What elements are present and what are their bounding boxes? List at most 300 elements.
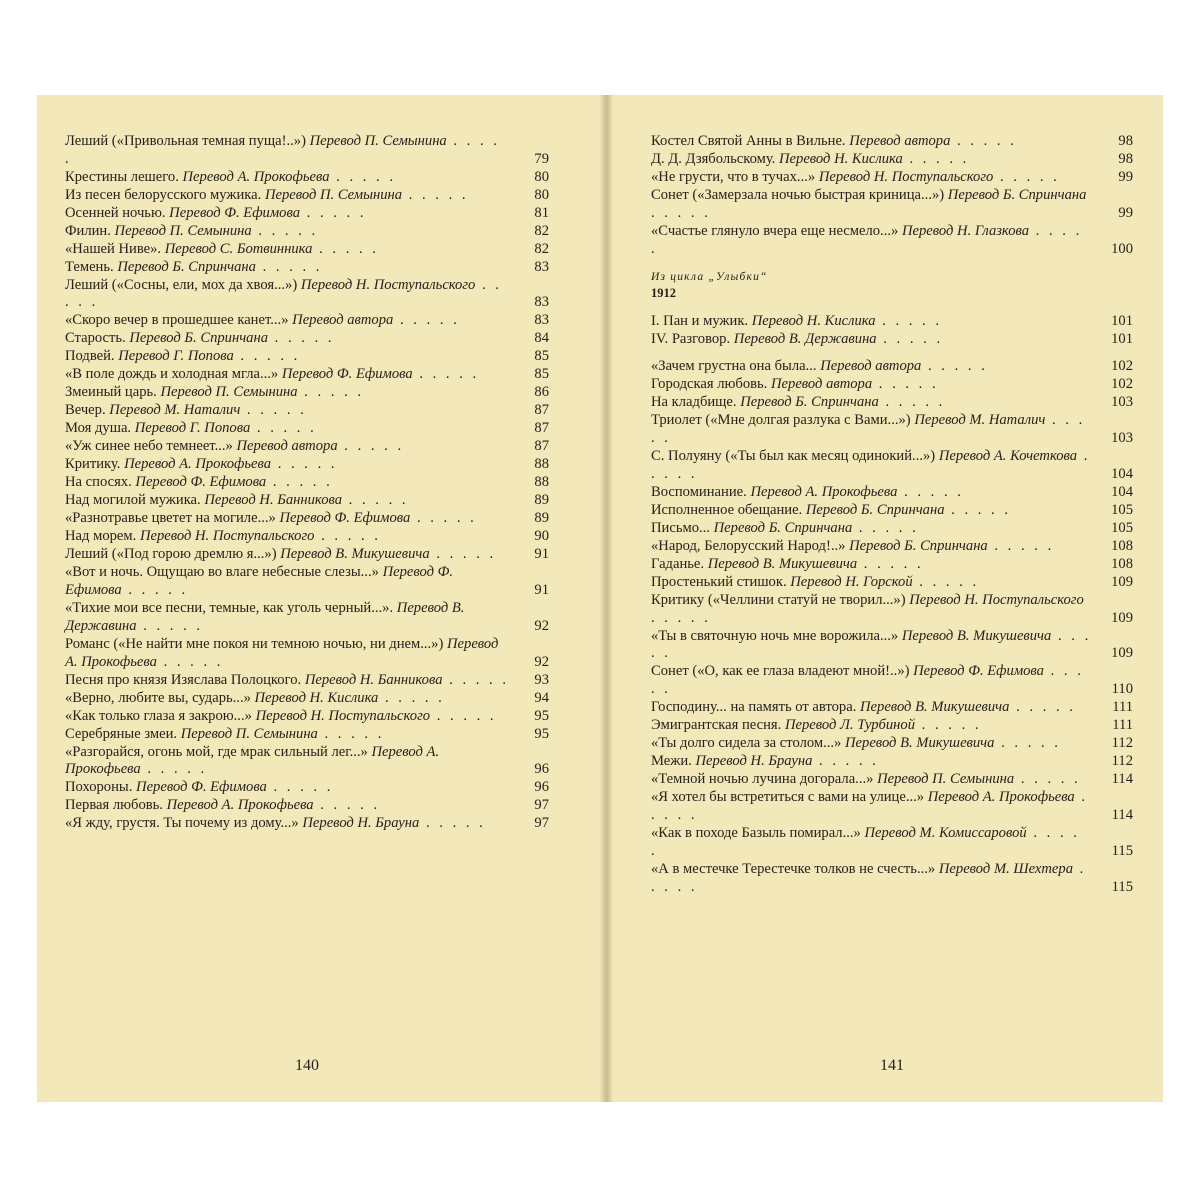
toc-entry bbox=[651, 825, 1133, 861]
toc-entry-title: Гаданье. bbox=[651, 555, 705, 572]
toc-entry-page: 87 bbox=[534, 438, 549, 455]
toc-entry-translator: Перевод В. Микушевича bbox=[845, 735, 995, 752]
toc-entry-translator: Перевод С. Ботвинника bbox=[164, 240, 313, 257]
toc-entry-translator: Перевод П. Семынина bbox=[114, 222, 252, 239]
toc-entry bbox=[651, 223, 1133, 259]
toc-entry-translator: Перевод М. Комиссаровой bbox=[864, 824, 1027, 841]
dot-leader: . . . . . bbox=[342, 492, 409, 509]
toc-entry bbox=[651, 394, 1133, 412]
dot-leader: . . . . . bbox=[329, 168, 396, 185]
dot-leader: . . . . . bbox=[271, 456, 338, 473]
toc-entry-translator: Перевод Г. Попова bbox=[118, 348, 234, 365]
toc-entry bbox=[651, 592, 1133, 628]
toc-entry bbox=[65, 546, 549, 564]
left-page bbox=[65, 133, 549, 1074]
toc-entry-text bbox=[65, 492, 515, 510]
dot-leader: . . . . . bbox=[268, 330, 335, 347]
toc-entry-translator: Перевод В. Микушевича bbox=[707, 555, 858, 572]
toc-entry-translator: Перевод автора bbox=[771, 376, 873, 393]
dot-leader: . . . . . bbox=[915, 717, 982, 734]
toc-entry-page: 79 bbox=[534, 150, 549, 167]
toc-entry-page: 87 bbox=[534, 420, 549, 437]
toc-entry-title: «Нашей Ниве». bbox=[65, 240, 162, 257]
toc-entry-text bbox=[651, 592, 1099, 628]
toc-entry-text bbox=[651, 861, 1099, 897]
toc-entry-text bbox=[651, 223, 1099, 259]
toc-entry-text bbox=[651, 735, 1099, 753]
toc-entry-page: 90 bbox=[534, 528, 549, 545]
toc-entry-title: «Разгорайся, огонь мой, где мрак сильный лег...» bbox=[65, 743, 368, 760]
toc-entry-text bbox=[65, 600, 515, 636]
toc-entry-text bbox=[65, 187, 515, 205]
toc-entry-translator: Перевод Н. Брауна bbox=[695, 753, 813, 770]
toc-entry-page: 110 bbox=[1111, 681, 1133, 698]
toc-entry-title: Воспоминание. bbox=[651, 484, 747, 500]
toc-entry bbox=[651, 484, 1133, 502]
toc-entry-translator: Перевод Н. Кислика bbox=[254, 689, 379, 706]
toc-entry-page: 91 bbox=[534, 582, 549, 599]
dot-leader: . . . . . bbox=[337, 438, 405, 455]
dot-leader: . . . . . bbox=[317, 725, 385, 742]
toc-entry-title: «В поле дождь и холодная мгла...» bbox=[65, 366, 279, 383]
toc-entry-title: Вечер. bbox=[65, 402, 106, 419]
toc-entry-title: Леший («Сосны, ели, мох да хвоя...») bbox=[65, 276, 298, 293]
dot-leader: . . . . . bbox=[297, 384, 365, 401]
toc-entry-page: 104 bbox=[1111, 484, 1133, 500]
dot-leader: . . . . . bbox=[136, 617, 204, 634]
toc-entry-translator: Перевод В. Державина bbox=[733, 330, 877, 347]
toc-entry bbox=[65, 402, 549, 420]
toc-entry-title: Костел Святой Анны в Вильне. bbox=[651, 133, 846, 149]
toc-entry bbox=[65, 726, 549, 744]
page-number-left: 140 bbox=[295, 1057, 319, 1074]
toc-entry-title: Леший («Привольная темная пуща!..») bbox=[65, 133, 306, 149]
toc-entry-text bbox=[651, 699, 1099, 717]
toc-entry bbox=[651, 376, 1133, 394]
toc-entry bbox=[65, 672, 549, 690]
dot-leader: . . . . . bbox=[430, 707, 497, 724]
toc-entry-translator: Перевод Л. Турбиной bbox=[784, 717, 916, 734]
toc-entry-title: Эмигрантская песня. bbox=[651, 717, 782, 734]
toc-entry-text bbox=[65, 636, 515, 672]
toc-entry-page: 84 bbox=[534, 330, 549, 347]
toc-entry bbox=[65, 438, 549, 456]
toc-entry-translator: Перевод Ф. Ефимова bbox=[913, 663, 1044, 680]
toc-entry-translator: Перевод М. Наталич bbox=[109, 402, 241, 419]
toc-entry-translator: Перевод Ф. Ефимова bbox=[65, 564, 454, 599]
toc-entry-page: 85 bbox=[534, 366, 549, 383]
toc-entry-translator: Перевод А. Кочеткова bbox=[938, 448, 1078, 465]
toc-entry-text bbox=[65, 672, 515, 690]
toc-entry-title: На кладбище. bbox=[651, 394, 737, 411]
right-page bbox=[651, 133, 1133, 1074]
toc-entry-translator: Перевод Б. Спринчана bbox=[849, 537, 988, 554]
toc-entry bbox=[651, 331, 1133, 349]
toc-entry-translator: Перевод Н. Банникова bbox=[304, 671, 443, 688]
dot-leader: . . . . . bbox=[651, 824, 1080, 859]
toc-entry-title: «Верно, любите вы, сударь...» bbox=[65, 689, 251, 706]
dot-leader: . . . . . bbox=[812, 753, 879, 770]
toc-entry-translator: Перевод А. Прокофьева bbox=[927, 789, 1075, 806]
dot-leader: . . . . . bbox=[987, 537, 1055, 554]
toc-entry-title: Моя душа. bbox=[65, 420, 132, 437]
toc-entry-page: 103 bbox=[1111, 394, 1133, 411]
toc-entry-translator: Перевод автора bbox=[849, 133, 951, 149]
toc-entry-text bbox=[651, 825, 1099, 861]
toc-entry bbox=[65, 797, 549, 815]
toc-entry-page: 92 bbox=[534, 653, 549, 670]
toc-entry-page: 97 bbox=[534, 797, 549, 814]
toc-entry-text bbox=[65, 726, 515, 744]
dot-leader: . . . . . bbox=[651, 204, 711, 221]
toc-entry-translator: Перевод П. Семынина bbox=[264, 186, 403, 203]
toc-entry-page: 88 bbox=[534, 456, 549, 473]
toc-entry-title: Исполненное обещание. bbox=[651, 501, 803, 518]
toc-entry-title: Критику («Челлини статуй не творил...») bbox=[651, 591, 906, 608]
toc-entry bbox=[651, 735, 1133, 753]
dot-leader: . . . . . bbox=[378, 689, 445, 706]
toc-entry bbox=[65, 510, 549, 528]
toc-entry-title: Сонет («Замерзала ночью быстрая криница...») bbox=[651, 186, 945, 203]
toc-entry bbox=[651, 538, 1133, 556]
toc-entry-title: «Темной ночью лучина догорала...» bbox=[651, 771, 874, 788]
toc-entry-page: 83 bbox=[534, 294, 549, 311]
dot-leader: . . . . . bbox=[300, 204, 367, 221]
toc-entry-text bbox=[65, 402, 515, 420]
toc-entry-title: «Я хотел бы встретиться с вами на улице...» bbox=[651, 789, 925, 806]
dot-leader: . . . . . bbox=[897, 484, 964, 500]
toc-entry-text bbox=[651, 502, 1099, 520]
toc-entry-text bbox=[651, 394, 1099, 412]
toc-entry-text bbox=[65, 744, 515, 780]
dot-leader: . . . . . bbox=[902, 150, 970, 167]
toc-entry-title: Темень. bbox=[65, 258, 114, 275]
toc-entry bbox=[651, 789, 1133, 825]
toc-entry-title: Критику. bbox=[65, 456, 121, 473]
toc-entry-page: 88 bbox=[534, 474, 549, 491]
toc-entry-text bbox=[651, 448, 1099, 484]
toc-entry-translator: Перевод В. Державина bbox=[65, 600, 465, 634]
dot-leader: . . . . . bbox=[1009, 699, 1076, 716]
toc-entry-page: 101 bbox=[1111, 312, 1133, 329]
toc-entry-translator: Перевод Н. Поступальского bbox=[818, 168, 994, 185]
dot-leader: . . . . . bbox=[65, 276, 502, 311]
toc-entry-translator: Перевод Ф. Ефимова bbox=[135, 474, 267, 491]
toc-entry-page: 111 bbox=[1112, 717, 1133, 734]
dot-leader: . . . . . bbox=[852, 519, 919, 536]
toc-entry bbox=[65, 366, 549, 384]
dot-leader: . . . . . bbox=[994, 735, 1061, 752]
toc-entry-title: «Ты в святочную ночь мне ворожила...» bbox=[651, 627, 899, 644]
toc-entry-text bbox=[651, 358, 1099, 376]
toc-entry-page: 93 bbox=[534, 671, 549, 688]
toc-entry-text bbox=[651, 771, 1099, 789]
toc-entry bbox=[65, 815, 549, 833]
toc-entry-page: 114 bbox=[1111, 806, 1133, 823]
toc-entry-translator: Перевод Н. Горской bbox=[790, 573, 913, 590]
toc-entry-title: Над могилой мужика. bbox=[65, 492, 201, 509]
dot-leader: . . . . . bbox=[266, 474, 333, 491]
toc-entry-title: Змеиный царь. bbox=[65, 384, 157, 401]
toc-entry bbox=[651, 699, 1133, 717]
toc-entry-translator: Перевод Н. Поступальского bbox=[909, 591, 1084, 608]
toc-entry bbox=[651, 574, 1133, 592]
toc-entry-translator: Перевод П. Семынина bbox=[309, 133, 447, 149]
spacer bbox=[651, 348, 1133, 358]
toc-entry-page: 99 bbox=[1118, 168, 1133, 185]
toc-entry bbox=[651, 187, 1133, 223]
toc-entry-translator: Перевод Б. Спринчана bbox=[805, 501, 945, 518]
toc-entry-translator: Перевод М. Шехтера bbox=[938, 860, 1073, 877]
toc-entry-text bbox=[65, 474, 515, 492]
dot-leader: . . . . . bbox=[857, 555, 924, 572]
toc-entry-text bbox=[65, 241, 515, 259]
dot-leader: . . . . . bbox=[875, 312, 942, 329]
toc-entry-text bbox=[651, 574, 1099, 592]
toc-entry-title: Сонет («О, как ее глаза владеют мной!..») bbox=[651, 663, 910, 680]
toc-entry-title: «А в местечке Терестечке толков не счесть...» bbox=[651, 860, 936, 877]
toc-entry-page: 114 bbox=[1111, 771, 1133, 788]
toc-entry-title: «Как только глаза я закрою...» bbox=[65, 707, 252, 724]
toc-entry bbox=[65, 241, 549, 259]
toc-entry-text bbox=[65, 510, 515, 528]
toc-entry-title: С. Полуяну («Ты был как месяц одинокий...») bbox=[651, 448, 936, 465]
toc-entry bbox=[651, 169, 1133, 187]
toc-entry-text bbox=[65, 779, 515, 797]
toc-entry bbox=[65, 223, 549, 241]
toc-entry-page: 108 bbox=[1111, 555, 1133, 572]
toc-entry-page: 89 bbox=[534, 510, 549, 527]
toc-entry-page: 96 bbox=[534, 779, 549, 796]
toc-entry-page: 115 bbox=[1111, 842, 1133, 859]
toc-entry-translator: Перевод Ф. Ефимова bbox=[169, 204, 300, 221]
toc-entry bbox=[65, 690, 549, 708]
toc-entry bbox=[65, 187, 549, 205]
toc-entry-title: Городская любовь. bbox=[651, 376, 768, 393]
toc-entry-translator: Перевод Ф. Ефимова bbox=[279, 510, 411, 527]
dot-leader: . . . . . bbox=[651, 860, 1087, 895]
toc-entry-text bbox=[65, 133, 515, 169]
dot-leader: . . . . . bbox=[250, 420, 317, 437]
toc-entry-translator: Перевод А. Прокофьева bbox=[65, 743, 440, 778]
toc-entry-translator: Перевод Ф. Ефимова bbox=[136, 779, 267, 796]
toc-entry-translator: Перевод Н. Глазкова bbox=[901, 222, 1030, 239]
toc-entry-title: Господину... на память от автора. bbox=[651, 699, 857, 716]
toc-entry-translator: Перевод Н. Поступальского bbox=[300, 276, 476, 293]
dot-leader: . . . . . bbox=[240, 402, 307, 419]
toc-entry-translator: Перевод Ф. Ефимова bbox=[281, 366, 413, 383]
toc-entry-title: «Скоро вечер в прошедшее канет...» bbox=[65, 312, 289, 329]
toc-entry-text bbox=[65, 330, 515, 348]
toc-entry-title: Письмо... bbox=[651, 519, 710, 536]
toc-entry-text bbox=[651, 556, 1099, 574]
section-year: 1912 bbox=[651, 285, 676, 300]
toc-entry-text bbox=[651, 753, 1099, 771]
toc-entry bbox=[651, 861, 1133, 897]
toc-entry-title: Межи. bbox=[651, 753, 692, 770]
toc-entry-title: Над морем. bbox=[65, 528, 137, 545]
toc-entry bbox=[65, 456, 549, 474]
book-gutter bbox=[599, 95, 613, 1102]
toc-entry-text bbox=[651, 133, 1099, 151]
toc-entry-page: 102 bbox=[1111, 376, 1133, 393]
dot-leader: . . . . . bbox=[878, 394, 946, 411]
toc-entry bbox=[651, 412, 1133, 448]
toc-entry-text bbox=[65, 169, 515, 187]
toc-entry-text bbox=[65, 815, 515, 833]
toc-entry-text bbox=[651, 484, 1099, 502]
toc-entry bbox=[65, 528, 549, 546]
dot-leader: . . . . . bbox=[412, 366, 480, 383]
toc-entry-translator: Перевод Н. Кислика bbox=[751, 312, 876, 329]
toc-entry-translator: Перевод Б. Спринчана bbox=[947, 186, 1087, 203]
toc-entry-translator: Перевод Н. Поступальского bbox=[139, 528, 315, 545]
toc-entry-page: 112 bbox=[1111, 735, 1133, 752]
dot-leader: . . . . . bbox=[312, 240, 379, 257]
toc-entry-page: 80 bbox=[534, 186, 549, 203]
toc-entry-translator: Перевод А. Прокофьева bbox=[182, 168, 330, 185]
dot-leader: . . . . . bbox=[65, 133, 500, 167]
toc-entry-page: 103 bbox=[1111, 430, 1133, 447]
toc-entry-title: Простенький стишок. bbox=[651, 573, 787, 590]
toc-entry-title: Д. Д. Дзябольскому. bbox=[651, 150, 776, 167]
toc-entry bbox=[651, 717, 1133, 735]
dot-leader: . . . . . bbox=[419, 815, 486, 832]
toc-entry-text bbox=[65, 564, 515, 600]
toc-entry bbox=[651, 556, 1133, 574]
toc-entry bbox=[65, 420, 549, 438]
toc-entry-title: Романс («Не найти мне покоя ни темною ночью, ни днем...») bbox=[65, 635, 444, 652]
toc-entry-translator: Перевод П. Семынина bbox=[877, 771, 1015, 788]
dot-leader: . . . . . bbox=[651, 448, 1091, 483]
dot-leader: . . . . . bbox=[314, 528, 381, 545]
toc-entry-text bbox=[651, 169, 1099, 187]
toc-entry-title: Первая любовь. bbox=[65, 797, 163, 814]
toc-entry-page: 82 bbox=[534, 240, 549, 257]
toc-entry-translator: Перевод автора bbox=[236, 438, 338, 455]
toc-entry-text bbox=[651, 628, 1099, 664]
toc-entry-translator: Перевод Н. Поступальского bbox=[255, 707, 431, 724]
toc-entry-page: 89 bbox=[534, 492, 549, 509]
toc-entry bbox=[651, 313, 1133, 331]
toc-entry-page: 92 bbox=[534, 617, 549, 634]
dot-leader: . . . . . bbox=[944, 501, 1011, 518]
toc-entry-title: «Счастье глянуло вчера еще несмело...» bbox=[651, 222, 899, 239]
toc-entry-translator: Перевод Б. Спринчана bbox=[713, 519, 853, 536]
toc-entry-page: 112 bbox=[1111, 753, 1133, 770]
toc-entry-page: 105 bbox=[1111, 501, 1133, 518]
dot-leader: . . . . . bbox=[393, 312, 460, 329]
toc-entry-page: 98 bbox=[1118, 150, 1133, 167]
dot-leader: . . . . . bbox=[442, 671, 509, 688]
toc-entry-page: 95 bbox=[534, 707, 549, 724]
toc-entry bbox=[65, 636, 549, 672]
toc-entry-text bbox=[65, 528, 515, 546]
toc-entry bbox=[651, 628, 1133, 664]
dot-leader: . . . . . bbox=[121, 582, 189, 599]
toc-entry-translator: Перевод Н. Брауна bbox=[302, 815, 420, 832]
toc-entry-title: Из песен белорусского мужика. bbox=[65, 186, 262, 203]
toc-entry bbox=[65, 348, 549, 366]
toc-entry-page: 100 bbox=[1111, 240, 1133, 257]
toc-entry-text bbox=[651, 313, 1099, 331]
toc-entry-text bbox=[65, 312, 515, 330]
toc-entry bbox=[65, 564, 549, 600]
toc-entry-page: 97 bbox=[534, 815, 549, 832]
toc-entry bbox=[651, 663, 1133, 699]
toc-entry-translator: Перевод А. Прокофьева bbox=[65, 635, 499, 670]
toc-entry-translator: Перевод П. Семынина bbox=[160, 384, 298, 401]
toc-entry-text bbox=[65, 348, 515, 366]
page-number-right: 141 bbox=[880, 1057, 904, 1074]
toc-entry bbox=[65, 600, 549, 636]
toc-entry-text bbox=[65, 708, 515, 726]
toc-entry-title: «Как в походе Базыль помирал...» bbox=[651, 824, 861, 841]
toc-entry-text bbox=[651, 520, 1099, 538]
dot-leader: . . . . . bbox=[233, 348, 301, 365]
toc-entry-page: 87 bbox=[534, 402, 549, 419]
toc-entry-translator: Перевод В. Микушевича bbox=[280, 546, 430, 563]
toc-list-left bbox=[65, 133, 549, 833]
toc-entry-page: 109 bbox=[1111, 609, 1133, 626]
toc-entry bbox=[65, 384, 549, 402]
toc-entry-page: 80 bbox=[534, 168, 549, 185]
toc-entry-translator: Перевод автора bbox=[820, 358, 922, 375]
dot-leader: . . . . . bbox=[156, 653, 224, 670]
toc-entry-text bbox=[65, 546, 515, 564]
book-spread bbox=[37, 95, 1163, 1102]
dot-leader: . . . . . bbox=[429, 546, 497, 563]
section-heading: Из цикла „Улыбки“ bbox=[651, 270, 768, 283]
dot-leader: . . . . . bbox=[651, 222, 1083, 257]
toc-entry-title: «Вот и ночь. Ощущаю во влаге небесные слезы...» bbox=[65, 564, 379, 581]
toc-entry-page: 98 bbox=[1118, 133, 1133, 149]
toc-entry-title: Триолет («Мне долгая разлука с Вами...») bbox=[651, 412, 911, 429]
toc-entry-text bbox=[65, 205, 515, 223]
toc-entry-text bbox=[651, 187, 1099, 223]
toc-entry-page: 91 bbox=[534, 546, 549, 563]
dot-leader: . . . . . bbox=[651, 609, 711, 626]
toc-entry-text bbox=[651, 663, 1099, 699]
toc-entry-page: 86 bbox=[534, 384, 549, 401]
toc-entry-title: Крестины лешего. bbox=[65, 168, 179, 185]
toc-entry-page: 111 bbox=[1112, 699, 1133, 716]
dot-leader: . . . . . bbox=[651, 627, 1092, 662]
dot-leader: . . . . . bbox=[402, 186, 469, 203]
toc-entry bbox=[651, 753, 1133, 771]
toc-entry-page: 96 bbox=[534, 761, 549, 778]
toc-entry bbox=[651, 151, 1133, 169]
dot-leader: . . . . . bbox=[313, 797, 381, 814]
dot-leader: . . . . . bbox=[1014, 771, 1081, 788]
toc-entry bbox=[651, 448, 1133, 484]
toc-entry-text bbox=[651, 538, 1099, 556]
toc-entry-text bbox=[65, 384, 515, 402]
toc-entry-page: 109 bbox=[1111, 573, 1133, 590]
toc-entry-page: 83 bbox=[534, 258, 549, 275]
toc-entry-translator: Перевод П. Семынина bbox=[180, 725, 318, 742]
toc-entry-title: Песня про князя Изяслава Полоцкого. bbox=[65, 671, 302, 688]
toc-list-right-top bbox=[651, 133, 1133, 259]
toc-entry bbox=[65, 330, 549, 348]
toc-entry-page: 82 bbox=[534, 222, 549, 239]
dot-leader: . . . . . bbox=[410, 510, 477, 527]
toc-entry-title: Леший («Под горою дремлю я...») bbox=[65, 546, 277, 563]
toc-entry bbox=[651, 358, 1133, 376]
dot-leader: . . . . . bbox=[140, 761, 208, 778]
toc-entry-text bbox=[65, 438, 515, 456]
toc-entry-translator: Перевод М. Наталич bbox=[914, 412, 1046, 429]
